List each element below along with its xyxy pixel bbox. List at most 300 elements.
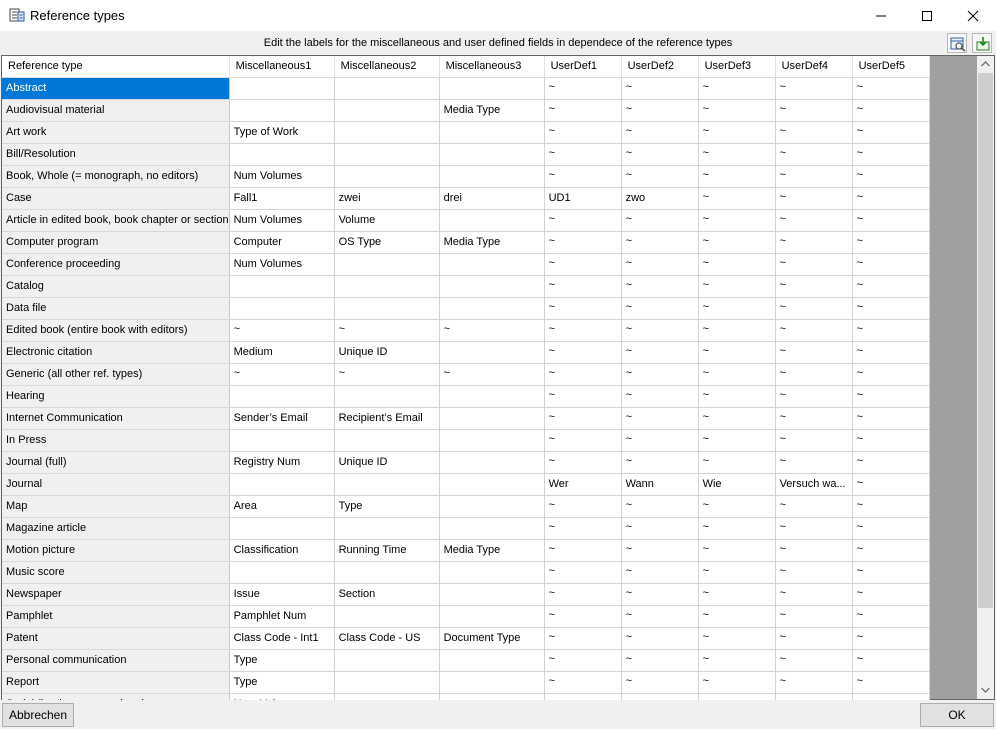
table-cell[interactable]: [439, 385, 544, 407]
table-row[interactable]: [2, 517, 929, 539]
table-cell[interactable]: ~: [852, 561, 929, 583]
table-cell[interactable]: ~: [698, 605, 775, 627]
table-cell[interactable]: ~: [852, 187, 929, 209]
row-header-cell[interactable]: Newspaper: [2, 583, 229, 605]
table-cell[interactable]: Media Type: [439, 99, 544, 121]
table-cell[interactable]: ~: [621, 385, 698, 407]
table-cell[interactable]: Wie: [698, 473, 775, 495]
table-cell[interactable]: Fall1: [229, 187, 334, 209]
vertical-scrollbar[interactable]: [977, 56, 994, 699]
table-cell[interactable]: ~: [544, 671, 621, 693]
table-cell[interactable]: [439, 77, 544, 99]
table-cell[interactable]: ~: [439, 319, 544, 341]
table-cell[interactable]: [439, 275, 544, 297]
table-cell[interactable]: [334, 99, 439, 121]
table-cell[interactable]: ~: [852, 407, 929, 429]
table-cell[interactable]: Class Code - Int1: [229, 627, 334, 649]
table-cell[interactable]: ~: [852, 165, 929, 187]
table-cell[interactable]: ~: [621, 495, 698, 517]
row-header-cell[interactable]: Personal communication: [2, 649, 229, 671]
table-cell[interactable]: [334, 297, 439, 319]
table-row[interactable]: [2, 253, 929, 275]
table-cell[interactable]: ~: [852, 209, 929, 231]
table-cell[interactable]: ~: [621, 253, 698, 275]
table-cell[interactable]: ~: [544, 363, 621, 385]
table-cell[interactable]: ~: [698, 319, 775, 341]
table-cell[interactable]: ~: [544, 495, 621, 517]
table-cell[interactable]: ~: [621, 275, 698, 297]
table-cell[interactable]: Num Volumes: [229, 165, 334, 187]
table-cell[interactable]: OS Type: [334, 231, 439, 253]
maximize-button[interactable]: [904, 0, 950, 31]
table-cell[interactable]: ~: [775, 165, 852, 187]
table-cell[interactable]: ~: [621, 561, 698, 583]
table-cell[interactable]: ~: [621, 671, 698, 693]
table-cell[interactable]: ~: [544, 99, 621, 121]
table-cell[interactable]: ~: [621, 605, 698, 627]
minimize-button[interactable]: [858, 0, 904, 31]
table-cell[interactable]: Type: [334, 495, 439, 517]
table-cell[interactable]: ~: [621, 363, 698, 385]
table-cell[interactable]: ~: [544, 165, 621, 187]
table-cell[interactable]: [229, 143, 334, 165]
table-cell[interactable]: [229, 297, 334, 319]
table-cell[interactable]: ~: [544, 385, 621, 407]
table-cell[interactable]: ~: [621, 429, 698, 451]
row-header-cell[interactable]: Computer program: [2, 231, 229, 253]
column-header-miscellaneous1[interactable]: Miscellaneous1: [229, 56, 334, 77]
table-cell[interactable]: ~: [698, 121, 775, 143]
table-cell[interactable]: [439, 473, 544, 495]
table-cell[interactable]: ~: [852, 319, 929, 341]
close-button[interactable]: [950, 0, 996, 31]
table-cell[interactable]: ~: [775, 385, 852, 407]
table-cell[interactable]: ~: [698, 495, 775, 517]
preview-button[interactable]: [947, 33, 967, 53]
table-cell[interactable]: ~: [621, 165, 698, 187]
table-cell[interactable]: ~: [698, 231, 775, 253]
table-cell[interactable]: ~: [852, 275, 929, 297]
table-row[interactable]: [2, 99, 929, 121]
table-cell[interactable]: ~: [852, 627, 929, 649]
table-cell[interactable]: [229, 473, 334, 495]
table-cell[interactable]: [439, 671, 544, 693]
row-header-cell[interactable]: Case: [2, 187, 229, 209]
table-cell[interactable]: ~: [334, 319, 439, 341]
table-cell[interactable]: ~: [852, 363, 929, 385]
table-cell[interactable]: ~: [544, 143, 621, 165]
table-row[interactable]: [2, 605, 929, 627]
table-cell[interactable]: ~: [698, 429, 775, 451]
table-cell[interactable]: ~: [621, 99, 698, 121]
table-cell[interactable]: ~: [852, 121, 929, 143]
table-cell[interactable]: ~: [544, 517, 621, 539]
table-row[interactable]: [2, 209, 929, 231]
table-cell[interactable]: Versuch wa...: [775, 473, 852, 495]
table-cell[interactable]: ~: [544, 627, 621, 649]
table-cell[interactable]: ~: [698, 627, 775, 649]
table-cell[interactable]: ~: [621, 649, 698, 671]
table-cell[interactable]: [334, 121, 439, 143]
table-cell[interactable]: [439, 561, 544, 583]
table-cell[interactable]: [229, 99, 334, 121]
scroll-down-button[interactable]: [977, 682, 994, 699]
table-cell[interactable]: Wann: [621, 473, 698, 495]
table-cell[interactable]: ~: [852, 451, 929, 473]
row-header-cell[interactable]: Journal (full): [2, 451, 229, 473]
table-cell[interactable]: [334, 77, 439, 99]
row-header-cell[interactable]: Report: [2, 671, 229, 693]
table-cell[interactable]: [334, 671, 439, 693]
table-cell[interactable]: Volume: [334, 209, 439, 231]
table-cell[interactable]: ~: [621, 341, 698, 363]
table-cell[interactable]: ~: [775, 539, 852, 561]
table-cell[interactable]: ~: [852, 539, 929, 561]
table-cell[interactable]: zwei: [334, 187, 439, 209]
table-cell[interactable]: ~: [544, 429, 621, 451]
table-cell[interactable]: Media Type: [439, 539, 544, 561]
table-cell[interactable]: ~: [544, 451, 621, 473]
table-cell[interactable]: ~: [621, 451, 698, 473]
table-cell[interactable]: ~: [621, 209, 698, 231]
column-header-userdef1[interactable]: UserDef1: [544, 56, 621, 77]
row-header-cell[interactable]: Electronic citation: [2, 341, 229, 363]
table-cell[interactable]: ~: [698, 143, 775, 165]
table-cell[interactable]: ~: [852, 473, 929, 495]
table-cell[interactable]: ~: [775, 671, 852, 693]
table-row[interactable]: [2, 143, 929, 165]
table-cell[interactable]: ~: [698, 649, 775, 671]
column-header-miscellaneous3[interactable]: Miscellaneous3: [439, 56, 544, 77]
table-cell[interactable]: ~: [852, 143, 929, 165]
table-cell[interactable]: [229, 77, 334, 99]
table-cell[interactable]: ~: [852, 385, 929, 407]
table-cell[interactable]: ~: [852, 297, 929, 319]
table-cell[interactable]: ~: [775, 429, 852, 451]
table-row[interactable]: [2, 539, 929, 561]
table-cell[interactable]: Sender’s Email: [229, 407, 334, 429]
table-cell[interactable]: ~: [775, 363, 852, 385]
table-cell[interactable]: ~: [544, 297, 621, 319]
table-cell[interactable]: Computer: [229, 231, 334, 253]
row-header-cell[interactable]: Catalog: [2, 275, 229, 297]
table-cell[interactable]: [439, 583, 544, 605]
table-cell[interactable]: Num Volumes: [229, 253, 334, 275]
table-cell[interactable]: Section: [334, 583, 439, 605]
row-header-cell[interactable]: Conference proceeding: [2, 253, 229, 275]
table-cell[interactable]: Classification: [229, 539, 334, 561]
scrollbar-thumb[interactable]: [978, 73, 993, 608]
table-row[interactable]: [2, 275, 929, 297]
table-cell[interactable]: [439, 429, 544, 451]
table-cell[interactable]: ~: [229, 363, 334, 385]
table-cell[interactable]: [439, 121, 544, 143]
table-cell[interactable]: Type of Work: [229, 121, 334, 143]
table-cell[interactable]: ~: [439, 363, 544, 385]
table-cell[interactable]: [334, 253, 439, 275]
row-header-cell[interactable]: Map: [2, 495, 229, 517]
table-row[interactable]: [2, 187, 929, 209]
table-cell[interactable]: ~: [334, 363, 439, 385]
table-cell[interactable]: [439, 407, 544, 429]
table-cell[interactable]: [439, 649, 544, 671]
table-cell[interactable]: ~: [544, 605, 621, 627]
table-cell[interactable]: ~: [775, 583, 852, 605]
table-cell[interactable]: ~: [621, 319, 698, 341]
table-cell[interactable]: Area: [229, 495, 334, 517]
table-row[interactable]: [2, 583, 929, 605]
table-row[interactable]: [2, 671, 929, 693]
table-cell[interactable]: ~: [775, 297, 852, 319]
table-cell[interactable]: [334, 473, 439, 495]
table-cell[interactable]: ~: [544, 231, 621, 253]
table-cell[interactable]: Issue: [229, 583, 334, 605]
table-cell[interactable]: [334, 649, 439, 671]
table-cell[interactable]: Type: [229, 671, 334, 693]
table-cell[interactable]: ~: [621, 231, 698, 253]
table-row[interactable]: [2, 77, 929, 99]
table-cell[interactable]: ~: [698, 165, 775, 187]
table-cell[interactable]: Num Volumes: [229, 209, 334, 231]
column-header-userdef2[interactable]: UserDef2: [621, 56, 698, 77]
table-cell[interactable]: ~: [775, 517, 852, 539]
table-row[interactable]: [2, 627, 929, 649]
row-header-cell[interactable]: Magazine article: [2, 517, 229, 539]
table-cell[interactable]: ~: [698, 187, 775, 209]
table-cell[interactable]: ~: [775, 121, 852, 143]
table-cell[interactable]: ~: [698, 77, 775, 99]
table-row[interactable]: [2, 319, 929, 341]
table-cell[interactable]: ~: [775, 341, 852, 363]
column-header-userdef5[interactable]: UserDef5: [852, 56, 929, 77]
table-row[interactable]: [2, 429, 929, 451]
table-cell[interactable]: Unique ID: [334, 341, 439, 363]
table-cell[interactable]: [229, 385, 334, 407]
table-cell[interactable]: ~: [852, 253, 929, 275]
table-row[interactable]: [2, 561, 929, 583]
row-header-cell[interactable]: Bill/Resolution: [2, 143, 229, 165]
table-cell[interactable]: ~: [698, 451, 775, 473]
table-cell[interactable]: ~: [852, 605, 929, 627]
table-cell[interactable]: ~: [698, 209, 775, 231]
table-cell[interactable]: ~: [698, 341, 775, 363]
table-cell[interactable]: [439, 341, 544, 363]
table-cell[interactable]: ~: [621, 77, 698, 99]
table-cell[interactable]: ~: [698, 275, 775, 297]
table-cell[interactable]: ~: [544, 319, 621, 341]
row-header-cell[interactable]: Abstract: [2, 77, 229, 99]
table-cell[interactable]: ~: [698, 517, 775, 539]
table-cell[interactable]: UD1: [544, 187, 621, 209]
row-header-cell[interactable]: Internet Communication: [2, 407, 229, 429]
row-header-cell[interactable]: Edited book (entire book with editors): [2, 319, 229, 341]
table-cell[interactable]: ~: [775, 627, 852, 649]
table-cell[interactable]: [334, 429, 439, 451]
export-button[interactable]: [972, 33, 992, 53]
table-cell[interactable]: Medium: [229, 341, 334, 363]
table-cell[interactable]: ~: [621, 517, 698, 539]
table-cell[interactable]: ~: [775, 99, 852, 121]
table-cell[interactable]: [229, 429, 334, 451]
row-header-cell[interactable]: Hearing: [2, 385, 229, 407]
table-cell[interactable]: ~: [544, 341, 621, 363]
table-cell[interactable]: ~: [775, 451, 852, 473]
table-cell[interactable]: ~: [852, 341, 929, 363]
table-cell[interactable]: Recipient’s Email: [334, 407, 439, 429]
table-cell[interactable]: ~: [852, 583, 929, 605]
row-header-cell[interactable]: Article in edited book, book chapter or section: [2, 209, 229, 231]
table-cell[interactable]: [229, 561, 334, 583]
table-cell[interactable]: ~: [544, 561, 621, 583]
table-cell[interactable]: ~: [852, 429, 929, 451]
table-row[interactable]: [2, 165, 929, 187]
table-cell[interactable]: ~: [698, 363, 775, 385]
table-row[interactable]: [2, 121, 929, 143]
table-cell[interactable]: [439, 165, 544, 187]
table-cell[interactable]: ~: [698, 671, 775, 693]
column-header-reference-type[interactable]: Reference type: [2, 56, 229, 77]
table-cell[interactable]: ~: [775, 253, 852, 275]
scroll-up-button[interactable]: [977, 56, 994, 73]
table-cell[interactable]: Document Type: [439, 627, 544, 649]
table-cell[interactable]: Running Time: [334, 539, 439, 561]
table-cell[interactable]: ~: [852, 517, 929, 539]
table-cell[interactable]: ~: [775, 605, 852, 627]
column-header-userdef4[interactable]: UserDef4: [775, 56, 852, 77]
table-cell[interactable]: [334, 605, 439, 627]
table-cell[interactable]: [439, 209, 544, 231]
table-row[interactable]: [2, 495, 929, 517]
row-header-cell[interactable]: Art work: [2, 121, 229, 143]
table-cell[interactable]: [439, 297, 544, 319]
table-row[interactable]: [2, 297, 929, 319]
column-header-userdef3[interactable]: UserDef3: [698, 56, 775, 77]
table-row[interactable]: [2, 363, 929, 385]
table-cell[interactable]: ~: [621, 627, 698, 649]
table-row[interactable]: [2, 649, 929, 671]
table-cell[interactable]: ~: [544, 121, 621, 143]
table-cell[interactable]: ~: [775, 319, 852, 341]
table-row[interactable]: [2, 231, 929, 253]
table-cell[interactable]: [439, 495, 544, 517]
table-cell[interactable]: ~: [775, 231, 852, 253]
ok-button[interactable]: OK: [920, 703, 994, 727]
table-row[interactable]: [2, 473, 929, 495]
row-header-cell[interactable]: Journal: [2, 473, 229, 495]
table-cell[interactable]: ~: [544, 407, 621, 429]
row-header-cell[interactable]: Motion picture: [2, 539, 229, 561]
row-header-cell[interactable]: Book, Whole (= monograph, no editors): [2, 165, 229, 187]
table-cell[interactable]: Class Code - US: [334, 627, 439, 649]
table-cell[interactable]: Unique ID: [334, 451, 439, 473]
table-cell[interactable]: [439, 605, 544, 627]
table-cell[interactable]: ~: [698, 385, 775, 407]
table-cell[interactable]: ~: [852, 649, 929, 671]
table-cell[interactable]: ~: [775, 77, 852, 99]
table-cell[interactable]: ~: [698, 583, 775, 605]
table-cell[interactable]: [334, 385, 439, 407]
table-cell[interactable]: ~: [775, 649, 852, 671]
table-cell[interactable]: ~: [698, 407, 775, 429]
table-cell[interactable]: ~: [775, 495, 852, 517]
table-cell[interactable]: [439, 451, 544, 473]
table-cell[interactable]: [334, 165, 439, 187]
table-cell[interactable]: ~: [621, 539, 698, 561]
table-cell[interactable]: [439, 253, 544, 275]
table-cell[interactable]: ~: [621, 121, 698, 143]
row-header-cell[interactable]: Audiovisual material: [2, 99, 229, 121]
table-cell[interactable]: Pamphlet Num: [229, 605, 334, 627]
table-cell[interactable]: ~: [775, 407, 852, 429]
table-cell[interactable]: Media Type: [439, 231, 544, 253]
table-cell[interactable]: ~: [775, 143, 852, 165]
table-cell[interactable]: ~: [852, 671, 929, 693]
table-cell[interactable]: ~: [852, 231, 929, 253]
table-cell[interactable]: ~: [544, 649, 621, 671]
table-row[interactable]: [2, 341, 929, 363]
table-cell[interactable]: ~: [698, 561, 775, 583]
table-cell[interactable]: drei: [439, 187, 544, 209]
row-header-cell[interactable]: Data file: [2, 297, 229, 319]
table-row[interactable]: [2, 385, 929, 407]
table-cell[interactable]: ~: [621, 407, 698, 429]
cancel-button[interactable]: Abbrechen: [2, 703, 74, 727]
table-cell[interactable]: ~: [621, 297, 698, 319]
table-cell[interactable]: ~: [852, 99, 929, 121]
table-cell[interactable]: ~: [698, 539, 775, 561]
row-header-cell[interactable]: Music score: [2, 561, 229, 583]
row-header-cell[interactable]: In Press: [2, 429, 229, 451]
table-cell[interactable]: ~: [852, 77, 929, 99]
table-cell[interactable]: ~: [621, 583, 698, 605]
table-cell[interactable]: [229, 275, 334, 297]
table-cell[interactable]: zwo: [621, 187, 698, 209]
table-cell[interactable]: ~: [621, 143, 698, 165]
table-cell[interactable]: ~: [775, 209, 852, 231]
table-cell[interactable]: ~: [544, 77, 621, 99]
table-cell[interactable]: [439, 143, 544, 165]
table-cell[interactable]: ~: [698, 253, 775, 275]
reference-types-grid[interactable]: [1, 55, 995, 700]
table-cell[interactable]: ~: [544, 209, 621, 231]
table-cell[interactable]: [334, 517, 439, 539]
table-cell[interactable]: Type: [229, 649, 334, 671]
table-cell[interactable]: ~: [544, 583, 621, 605]
row-header-cell[interactable]: Pamphlet: [2, 605, 229, 627]
table-cell[interactable]: ~: [544, 539, 621, 561]
table-cell[interactable]: [334, 561, 439, 583]
table-cell[interactable]: Registry Num: [229, 451, 334, 473]
table-cell[interactable]: ~: [544, 253, 621, 275]
table-cell[interactable]: ~: [775, 561, 852, 583]
table-cell[interactable]: [229, 517, 334, 539]
column-header-miscellaneous2[interactable]: Miscellaneous2: [334, 56, 439, 77]
table-row[interactable]: [2, 407, 929, 429]
table-cell[interactable]: ~: [544, 275, 621, 297]
table-cell[interactable]: ~: [229, 319, 334, 341]
table-cell[interactable]: [334, 143, 439, 165]
table-cell[interactable]: Wer: [544, 473, 621, 495]
table-cell[interactable]: ~: [852, 495, 929, 517]
table-cell[interactable]: ~: [698, 99, 775, 121]
table-cell[interactable]: ~: [775, 187, 852, 209]
table-cell[interactable]: [439, 517, 544, 539]
row-header-cell[interactable]: Patent: [2, 627, 229, 649]
row-header-cell[interactable]: Generic (all other ref. types): [2, 363, 229, 385]
table-cell[interactable]: [334, 275, 439, 297]
table-cell[interactable]: ~: [775, 275, 852, 297]
table-cell[interactable]: ~: [698, 297, 775, 319]
